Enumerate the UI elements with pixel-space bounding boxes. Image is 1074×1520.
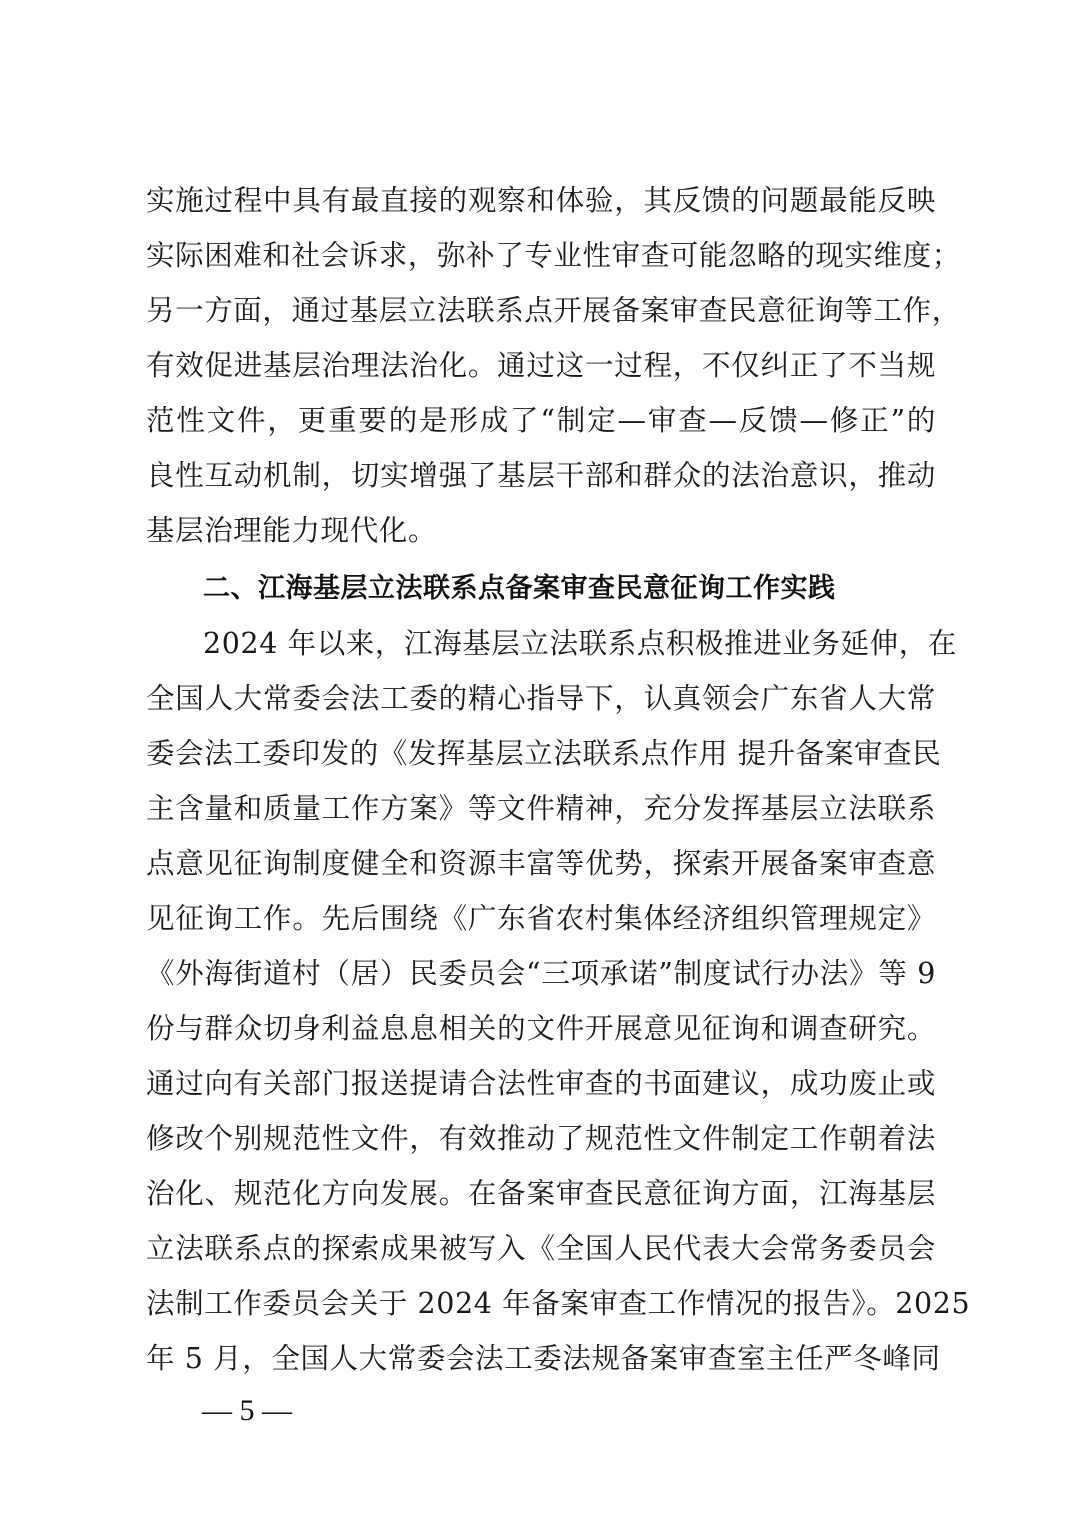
text-line: 全国人大常委会法工委的精心指导下，认真领会广东省人大常 [146, 682, 936, 715]
text-line: 主含量和质量工作方案》等文件精神，充分发挥基层立法联系 [146, 792, 936, 825]
text-line: 有效促进基层治理法治化。通过这一过程，不仅纠正了不当规 [146, 349, 936, 382]
text-line: 实施过程中具有最直接的观察和体验，其反馈的问题最能反映 [146, 184, 936, 217]
text-line: 治化、规范化方向发展。在备案审查民意征询方面，江海基层 [146, 1177, 936, 1210]
text-line: 法制工作委员会关于 2024 年备案审查工作情况的报告》。2025 [146, 1287, 971, 1320]
text-line: 年 5 月，全国人大常委会法工委法规备案审查室主任严冬峰同 [146, 1342, 941, 1375]
text-line: 2024 年以来，江海基层立法联系点积极推进业务延伸，在 [203, 627, 957, 660]
section-heading: 二、江海基层立法联系点备案审查民意征询工作实践 [203, 573, 836, 604]
text-line: 基层治理能力现代化。 [146, 514, 438, 547]
text-line: 《外海街道村（居）民委员会“三项承诺”制度试行办法》等 9 [146, 957, 936, 990]
text-line: 范性文件，更重要的是形成了“制定—审查—反馈—修正”的 [146, 404, 936, 437]
page-number: — 5 — [202, 1394, 292, 1427]
text-line: 良性互动机制，切实增强了基层干部和群众的法治意识，推动 [146, 459, 936, 492]
text-line: 实际困难和社会诉求，弥补了专业性审查可能忽略的现实维度； [146, 239, 961, 272]
text-line: 修改个别规范性文件，有效推动了规范性文件制定工作朝着法 [146, 1122, 936, 1155]
text-line: 立法联系点的探索成果被写入《全国人民代表大会常务委员会 [146, 1232, 936, 1265]
text-line: 份与群众切身利益息息相关的文件开展意见征询和调查研究。 [146, 1012, 936, 1045]
text-line: 另一方面，通过基层立法联系点开展备案审查民意征询等工作， [146, 294, 961, 327]
text-line: 委会法工委印发的《发挥基层立法联系点作用 提升备案审查民 [146, 737, 942, 770]
text-line: 点意见征询制度健全和资源丰富等优势，探索开展备案审查意 [146, 847, 936, 880]
text-line: 见征询工作。先后围绕《广东省农村集体经济组织管理规定》 [146, 902, 936, 935]
text-line: 通过向有关部门报送提请合法性审查的书面建议，成功废止或 [146, 1067, 936, 1100]
